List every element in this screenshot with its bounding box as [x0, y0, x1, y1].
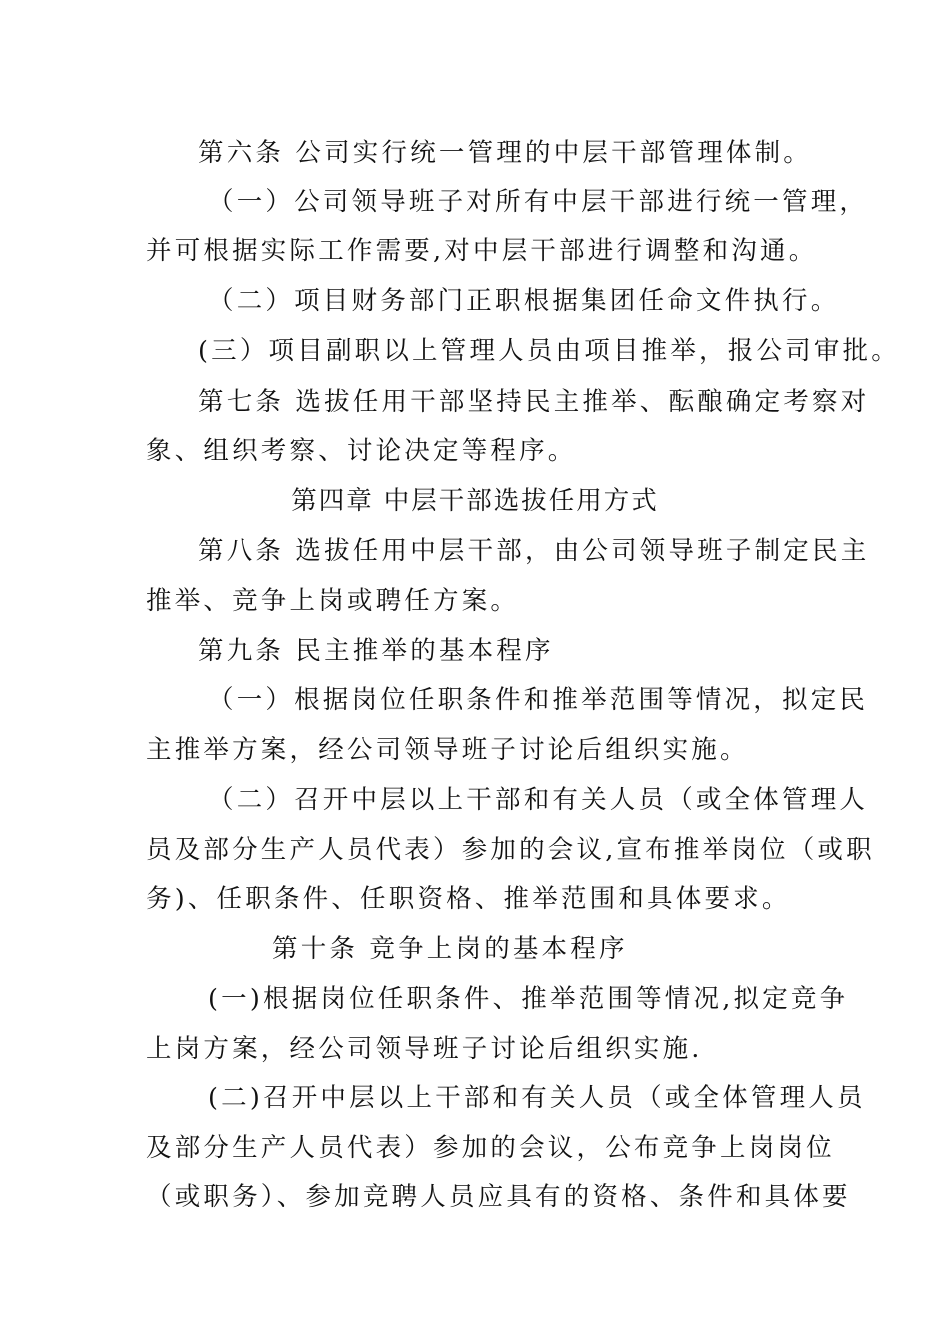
article-6-item-3-line: (三）项目副职以上管理人员由项目推举，报公司审批。: [198, 336, 900, 366]
article-10-heading: 第十条 竞争上岗的基本程序: [272, 934, 628, 964]
article-9-item-2-line-1: （二）召开中层以上干部和有关人员（或全体管理人: [208, 785, 869, 815]
article-8-line-1: 第八条 选拔任用中层干部，由公司领导班子制定民主: [198, 536, 870, 566]
article-8-line-2: 推举、竞争上岗或聘任方案。: [146, 586, 520, 616]
article-9-item-1-line-1: （一）根据岗位任职条件和推举范围等情况，拟定民: [208, 685, 869, 715]
article-10-item-2-line-1: (二)召开中层以上干部和有关人员（或全体管理人员: [208, 1083, 866, 1113]
article-7-line-2: 象、组织考察、讨论决定等程序。: [146, 436, 577, 466]
article-10-item-1-line-2: 上岗方案，经公司领导班子讨论后组织实施.: [146, 1034, 703, 1064]
article-10-item-1-line-1: (一)根据岗位任职条件、推举范围等情况,拟定竞争: [208, 984, 849, 1014]
article-9-heading: 第九条 民主推举的基本程序: [198, 636, 554, 666]
article-6-item-1-line-2: 并可根据实际工作需要,对中层干部进行调整和沟通。: [146, 236, 818, 266]
article-9-item-1-line-2: 主推举方案，经公司领导班子讨论后组织实施。: [146, 735, 749, 765]
article-9-item-2-line-3: 务)、任职条件、任职资格、推举范围和具体要求。: [146, 884, 791, 914]
article-6-line: 第六条 公司实行统一管理的中层干部管理体制。: [198, 138, 813, 168]
chapter-4-heading: 第四章 中层干部选拔任用方式: [291, 486, 659, 516]
article-10-item-2-line-3: （或职务）、参加竞聘人员应具有的资格、条件和具体要: [146, 1182, 851, 1212]
article-6-item-2-line: （二）项目财务部门正职根据集团任命文件执行。: [208, 286, 840, 316]
article-9-item-2-line-2: 员及部分生产人员代表）参加的会议,宣布推举岗位（或职: [146, 835, 875, 865]
article-10-item-2-line-2: 及部分生产人员代表）参加的会议，公布竞争上岗岗位: [146, 1133, 835, 1163]
article-7-line-1: 第七条 选拔任用干部坚持民主推举、酝酿确定考察对: [198, 387, 870, 417]
article-6-item-1-line-1: （一）公司领导班子对所有中层干部进行统一管理，: [208, 187, 869, 217]
